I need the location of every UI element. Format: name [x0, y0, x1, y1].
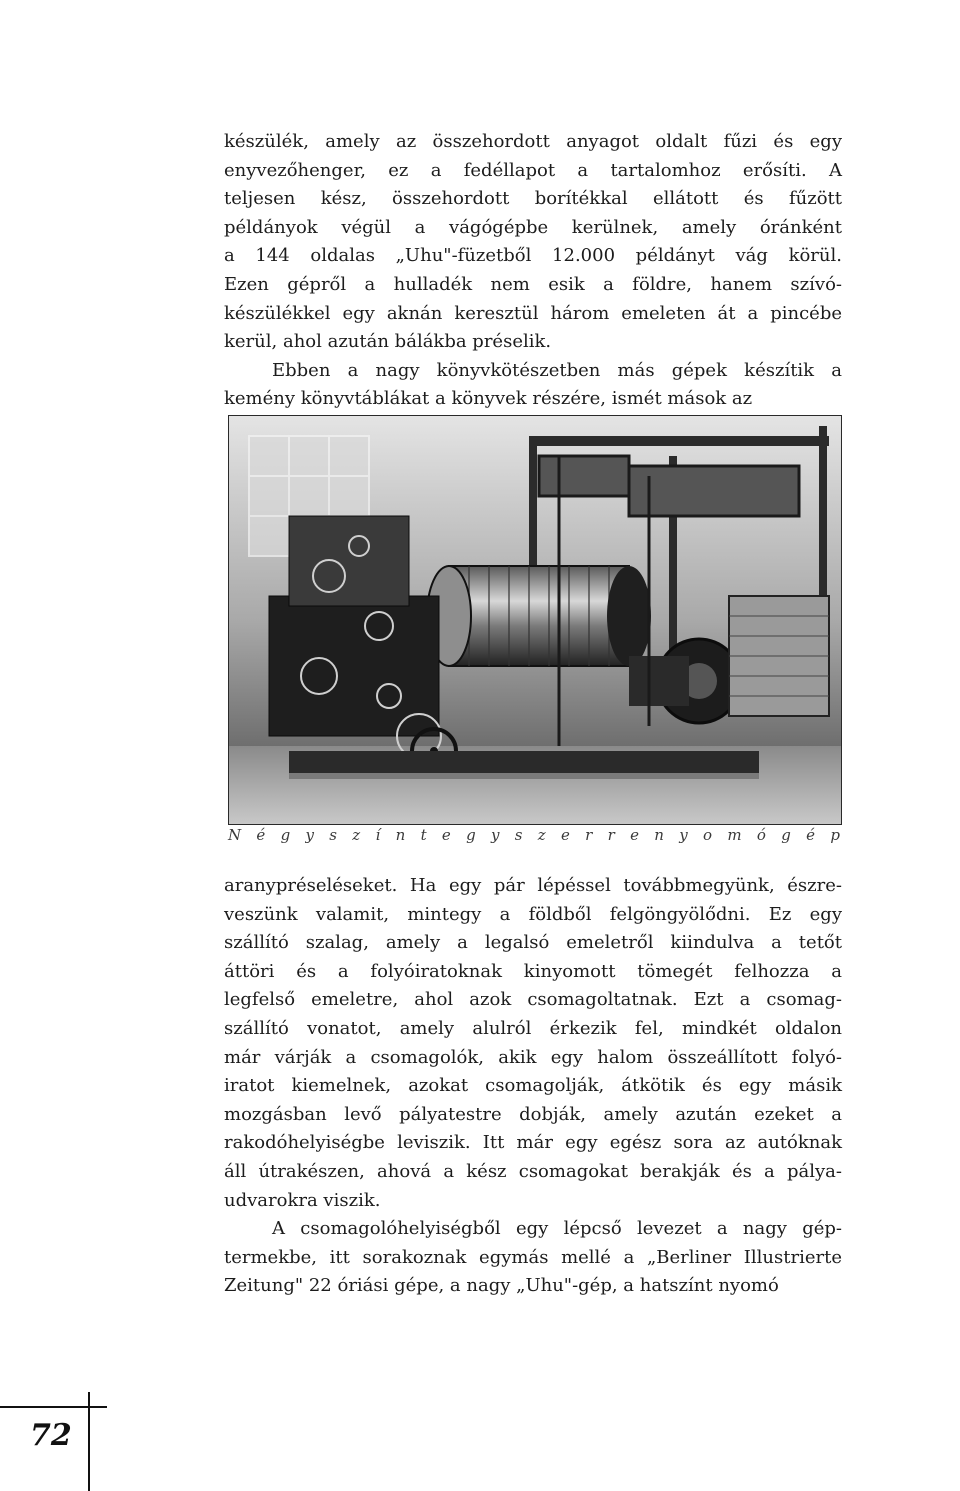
text-line: aranypréseléseket. Ha egy pár lépéssel továbbmegyünk, észre-: [224, 875, 842, 896]
text-line: áll útrakészen, ahová a kész csomagokat berakják és a pálya-: [224, 1160, 842, 1182]
text-line: Ebben a nagy könyvkötészetben más gépek készítik a: [272, 359, 842, 381]
text-line: teljesen kész, összehordott borítékkal ellátott és fűzött: [224, 188, 842, 210]
printing-machine-photo: [228, 415, 842, 825]
caption-letter: n: [395, 826, 406, 844]
text-line: szállító vonatot, amely alulról érkezik fel, mindkét oldalon: [224, 1017, 842, 1039]
caption-letter: n: [654, 826, 664, 844]
caption-letter: o: [703, 826, 713, 844]
caption-letter: e: [560, 826, 570, 844]
caption-letter: r: [607, 826, 615, 844]
caption-letter: y: [305, 826, 314, 844]
text-line: rakodóhelyiségbe leviszik. Itt már egy egész sora az autóknak: [224, 1132, 842, 1154]
caption-letter: é: [806, 826, 816, 844]
corner-rule-horizontal: [0, 1406, 107, 1408]
caption-letter: é: [256, 826, 266, 844]
text-line: készülék, amely az összehordott anyagot oldalt fűzi és egy: [224, 131, 842, 152]
page-number: 72: [30, 1418, 72, 1453]
caption-letter: e: [441, 826, 451, 844]
text-line: kemény könyvtáblákat a könyvek részére, ismét mások az: [224, 388, 753, 410]
caption-letter: y: [679, 826, 688, 844]
caption-letter: g: [466, 826, 476, 844]
caption-letter: g: [781, 826, 791, 844]
paragraph: [224, 1215, 842, 1301]
text-line: példányok végül a vágógépbe kerülnek, amely óránként: [224, 216, 842, 238]
text-line: veszünk valamit, mintegy a földből felgöngyölődni. Ez egy: [224, 903, 842, 925]
text-line: készülékkel egy aknán keresztül három emeleten át a pincébe: [224, 302, 842, 324]
text-line: enyvezőhenger, ez a fedéllapot a tartalomhoz erősíti. A: [224, 159, 842, 181]
paragraph: [224, 357, 842, 414]
text-line: szállító szalag, amely a legalsó emeletről kiindulva a tetőt: [224, 932, 842, 954]
caption-letter: ó: [756, 826, 766, 844]
text-line: A csomagolóhelyiségből egy lépcső levezet a nagy gép-: [272, 1218, 842, 1240]
text-line: iratot kiemelnek, azokat csomagolják, átkötik és egy másik: [224, 1075, 842, 1097]
caption-letter: m: [727, 826, 742, 844]
figure-caption: [228, 826, 840, 844]
text-block-bottom: [224, 872, 842, 1301]
caption-letter: s: [329, 826, 337, 844]
caption-letter: s: [514, 826, 523, 844]
text-line: Ezen gépről a hulladék nem esik a földre, hanem szívó-: [224, 273, 842, 295]
printing-machine-illustration: [229, 416, 841, 824]
text-line: legfelső emeletre, ahol azok csomagoltatnak. Ezt a csomag-: [224, 989, 842, 1011]
text-line: udvarokra viszik.: [224, 1189, 381, 1211]
text-line: Zeitung" 22 óriási gépe, a nagy „Uhu"-gép, a hatszínt nyomó: [224, 1275, 779, 1297]
text-line: kerül, ahol azután bálákba préselik.: [224, 331, 552, 353]
caption-letter: p: [830, 826, 840, 844]
text-line: a 144 oldalas „Uhu"-füzetből 12.000 példányt vág körül.: [224, 245, 842, 267]
caption-letter: g: [280, 826, 291, 844]
caption-letter: í: [375, 826, 381, 844]
caption-letter: e: [630, 826, 639, 844]
caption-letter: z: [537, 826, 546, 844]
caption-letter: z: [352, 826, 361, 844]
paragraph: [224, 128, 842, 357]
text-block-top: [224, 128, 842, 414]
caption-letter: r: [585, 826, 593, 844]
caption-letter: t: [420, 826, 427, 844]
paragraph: [224, 872, 842, 1215]
corner-rule-vertical: [88, 1392, 90, 1491]
text-line: termekbe, itt sorakoznak egymás mellé a „Berliner Illustrierte: [224, 1246, 842, 1268]
caption-letter: y: [491, 826, 500, 844]
text-line: már várják a csomagolók, akik egy halom összeállított folyó-: [224, 1046, 842, 1068]
caption-letter: N: [228, 826, 242, 844]
text-line: áttöri és a folyóiratoknak kinyomott tömegét felhozza a: [224, 960, 842, 982]
text-line: mozgásban levő pályatestre dobják, amely azután ezeket a: [224, 1103, 842, 1125]
